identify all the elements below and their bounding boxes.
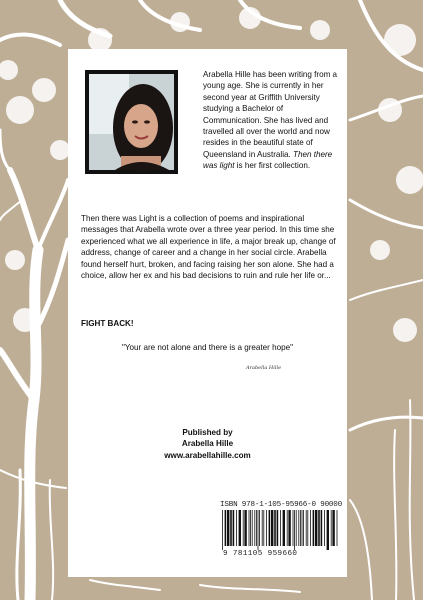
barcode-bar <box>227 510 229 546</box>
barcode-bar <box>307 510 308 546</box>
barcode-bar <box>244 510 246 546</box>
barcode-bar <box>222 510 223 550</box>
barcode-bar <box>274 510 276 546</box>
barcode-bar <box>303 510 304 546</box>
price-code: 90000 <box>320 501 343 509</box>
author-bio <box>203 69 343 172</box>
publisher-website: www.arabellahille.com <box>164 450 251 460</box>
publisher-label: Published by <box>182 428 233 437</box>
barcode-bar <box>324 510 325 546</box>
barcode-bar <box>296 510 297 546</box>
barcode-bar <box>250 510 251 546</box>
author-bio-text: Arabella Hille has been writing from a young age. She is currently in her second year at Griffith University studying a Bachelor of Communication. She has lived and travelled all over the world and now resides in the beautiful state of Queensland in Australia. <box>203 70 338 159</box>
publisher-info <box>68 427 347 461</box>
back-cover-panel <box>68 49 347 577</box>
barcode-bar <box>262 510 263 546</box>
barcode-bar <box>332 510 334 546</box>
barcode-bar <box>233 510 235 546</box>
barcode-bar <box>277 510 279 546</box>
barcode-digits: 9 781105 959660 <box>223 550 298 558</box>
publisher-name: Arabella Hille <box>181 439 234 449</box>
barcode-bar <box>259 510 260 546</box>
barcode-bar <box>243 510 244 546</box>
barcode-bar <box>300 510 301 546</box>
call-to-action: FIGHT BACK! <box>81 319 134 328</box>
quote: "Your are not alone and there is a greater hope" <box>121 343 294 352</box>
barcode-bar <box>287 510 288 546</box>
barcode-bar <box>294 510 295 550</box>
barcode-bar <box>239 510 241 546</box>
barcode-bar <box>321 510 323 546</box>
barcode-bar <box>230 510 232 546</box>
barcode-bar <box>310 510 311 546</box>
barcode-bar <box>302 510 303 546</box>
book-description: Then there was Light is a collection of poems and inspirational messages that Arabella wrote over a three year period. In this time she experienced what we all experience in life, a major break up, change of address, change of career and a change in her social circle. Arabella found herself hurt, broken, and facing raising her son alone. She had a choice, allow her ex and his bad decisions to ruin and rule her life or... <box>81 214 336 281</box>
barcode-bar <box>337 510 338 546</box>
barcode-bar <box>236 510 237 546</box>
barcode-bar <box>293 510 294 546</box>
barcode-bar <box>256 510 257 546</box>
isbn-label-row <box>220 501 343 509</box>
barcode-bar <box>225 510 227 546</box>
author-signature: Arabella Hille <box>246 365 282 371</box>
barcode-bar <box>263 510 264 546</box>
barcode-bar <box>298 510 299 546</box>
barcode-bar <box>266 510 267 546</box>
barcode-bar <box>327 510 329 550</box>
barcode-bar <box>306 510 307 546</box>
barcode-bar <box>280 510 281 546</box>
isbn-barcode <box>220 501 343 561</box>
barcode-bar <box>249 510 250 546</box>
barcode-bar <box>315 510 317 546</box>
barcode-bar <box>271 510 273 546</box>
barcode-bar <box>252 510 253 546</box>
book-title: Then there was light <box>203 149 333 171</box>
barcode-bar <box>254 510 255 546</box>
author-photo <box>85 70 178 174</box>
barcode-bar <box>318 510 320 546</box>
barcode-bar <box>288 510 290 546</box>
barcode-bar <box>313 510 315 546</box>
barcode-bars <box>220 510 340 550</box>
barcode-bar <box>331 510 332 546</box>
isbn-label: ISBN 978-1-105-95966-0 <box>220 501 316 509</box>
barcode-bar <box>258 510 259 550</box>
barcode-bar <box>283 510 285 546</box>
author-bio-suffix: is her first collection. <box>234 161 311 171</box>
barcode-bar <box>269 510 271 546</box>
